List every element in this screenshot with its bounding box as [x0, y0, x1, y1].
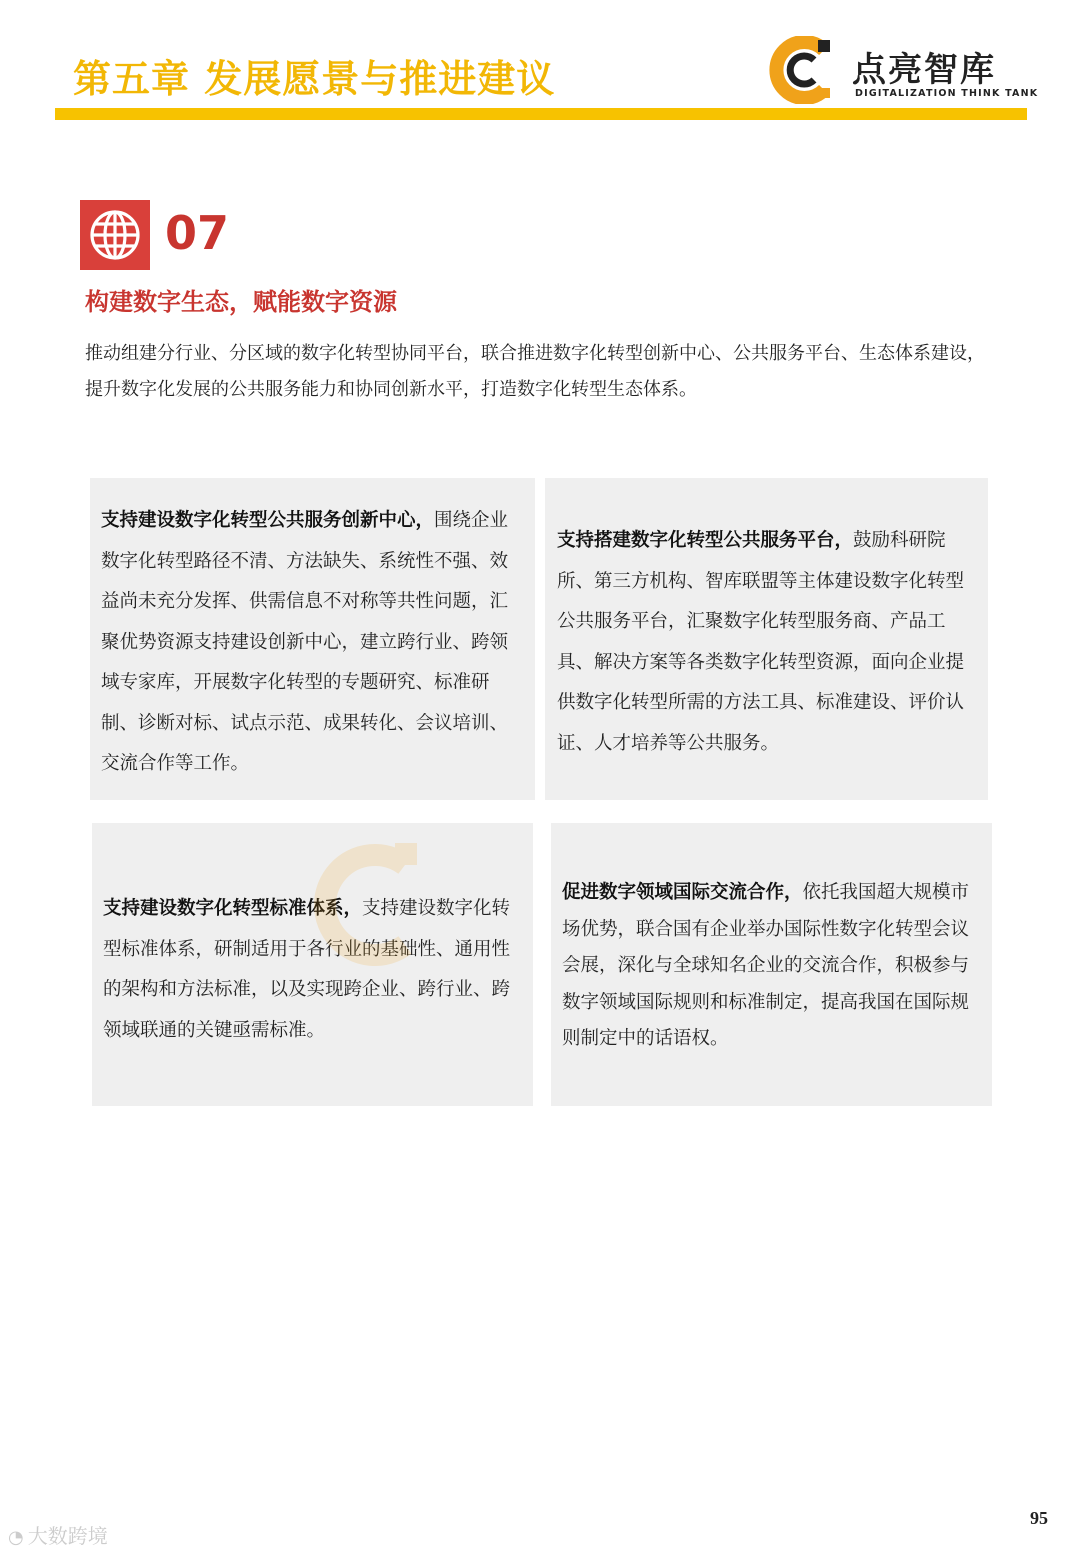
card-body: 围绕企业数字化转型路径不清、方法缺失、系统性不强、效益尚未充分发挥、供需信息不对称等共性问题，汇聚优势资源支持建设创新中心，建立跨行业、跨领域专家库，开展数字化转型的专题研究、标准研制、诊断对标、试点示范、成果转化、会议培训、交流合作等工作。 [101, 510, 509, 774]
section-intro: 推动组建分行业、分区域的数字化转型协同平台，联合推进数字化转型创新中心、公共服务平台、生态体系建设，提升数字化发展的公共服务能力和协同创新水平，打造数字化转型生态体系。 [85, 343, 985, 400]
card-body: 依托我国超大规模市场优势，联合国有企业举办国际性数字化转型会议会展，深化与全球知名企业的交流合作，积极参与数字领域国际规则和标准制定，提高我国在国际规则制定中的话语权。 [562, 882, 970, 1049]
section-title: 构建数字生态，赋能数字资源 [85, 288, 397, 316]
page-number: 95 [1030, 1508, 1048, 1528]
section-icon [80, 200, 150, 270]
card-international-cooperation [551, 823, 992, 1106]
card-lead: 促进数字领域国际交流合作， [562, 882, 803, 903]
weibo-icon: ◔ [8, 1527, 24, 1548]
globe-icon [80, 200, 150, 270]
logo [762, 36, 1039, 104]
chapter-title: 第五章 发展愿景与推进建议 [73, 57, 556, 101]
card-innovation-center [90, 478, 535, 800]
card-body: 支持建设数字化转型标准体系，研制适用于各行业的基础性、通用性的架构和方法标准，以及实现跨企业、跨行业、跨领域联通的关键亟需标准。 [103, 898, 511, 1041]
section-number: 07 [165, 206, 230, 260]
card-body: 鼓励科研院所、第三方机构、智库联盟等主体建设数字化转型公共服务平台，汇聚数字化转型服务商、产品工具、解决方案等各类数字化转型资源，面向企业提供数字化转型所需的方法工具、标准建设、评价认证、人才培养等公共服务。 [557, 530, 965, 754]
logo-subtitle: DIGITALIZATION THINK TANK [855, 88, 1039, 99]
source-watermark [8, 1520, 108, 1549]
watermark-logo-icon [300, 835, 440, 975]
source-watermark-text: 大数跨境 [27, 1524, 108, 1548]
card-lead: 支持搭建数字化转型公共服务平台， [557, 530, 854, 551]
header-bar [55, 108, 1027, 120]
card-service-platform [545, 478, 988, 800]
card-lead: 支持建设数字化转型标准体系， [103, 898, 363, 919]
logo-mark-icon [762, 36, 844, 104]
logo-name: 点亮智库 [852, 50, 996, 90]
card-lead: 支持建设数字化转型公共服务创新中心， [101, 510, 435, 531]
